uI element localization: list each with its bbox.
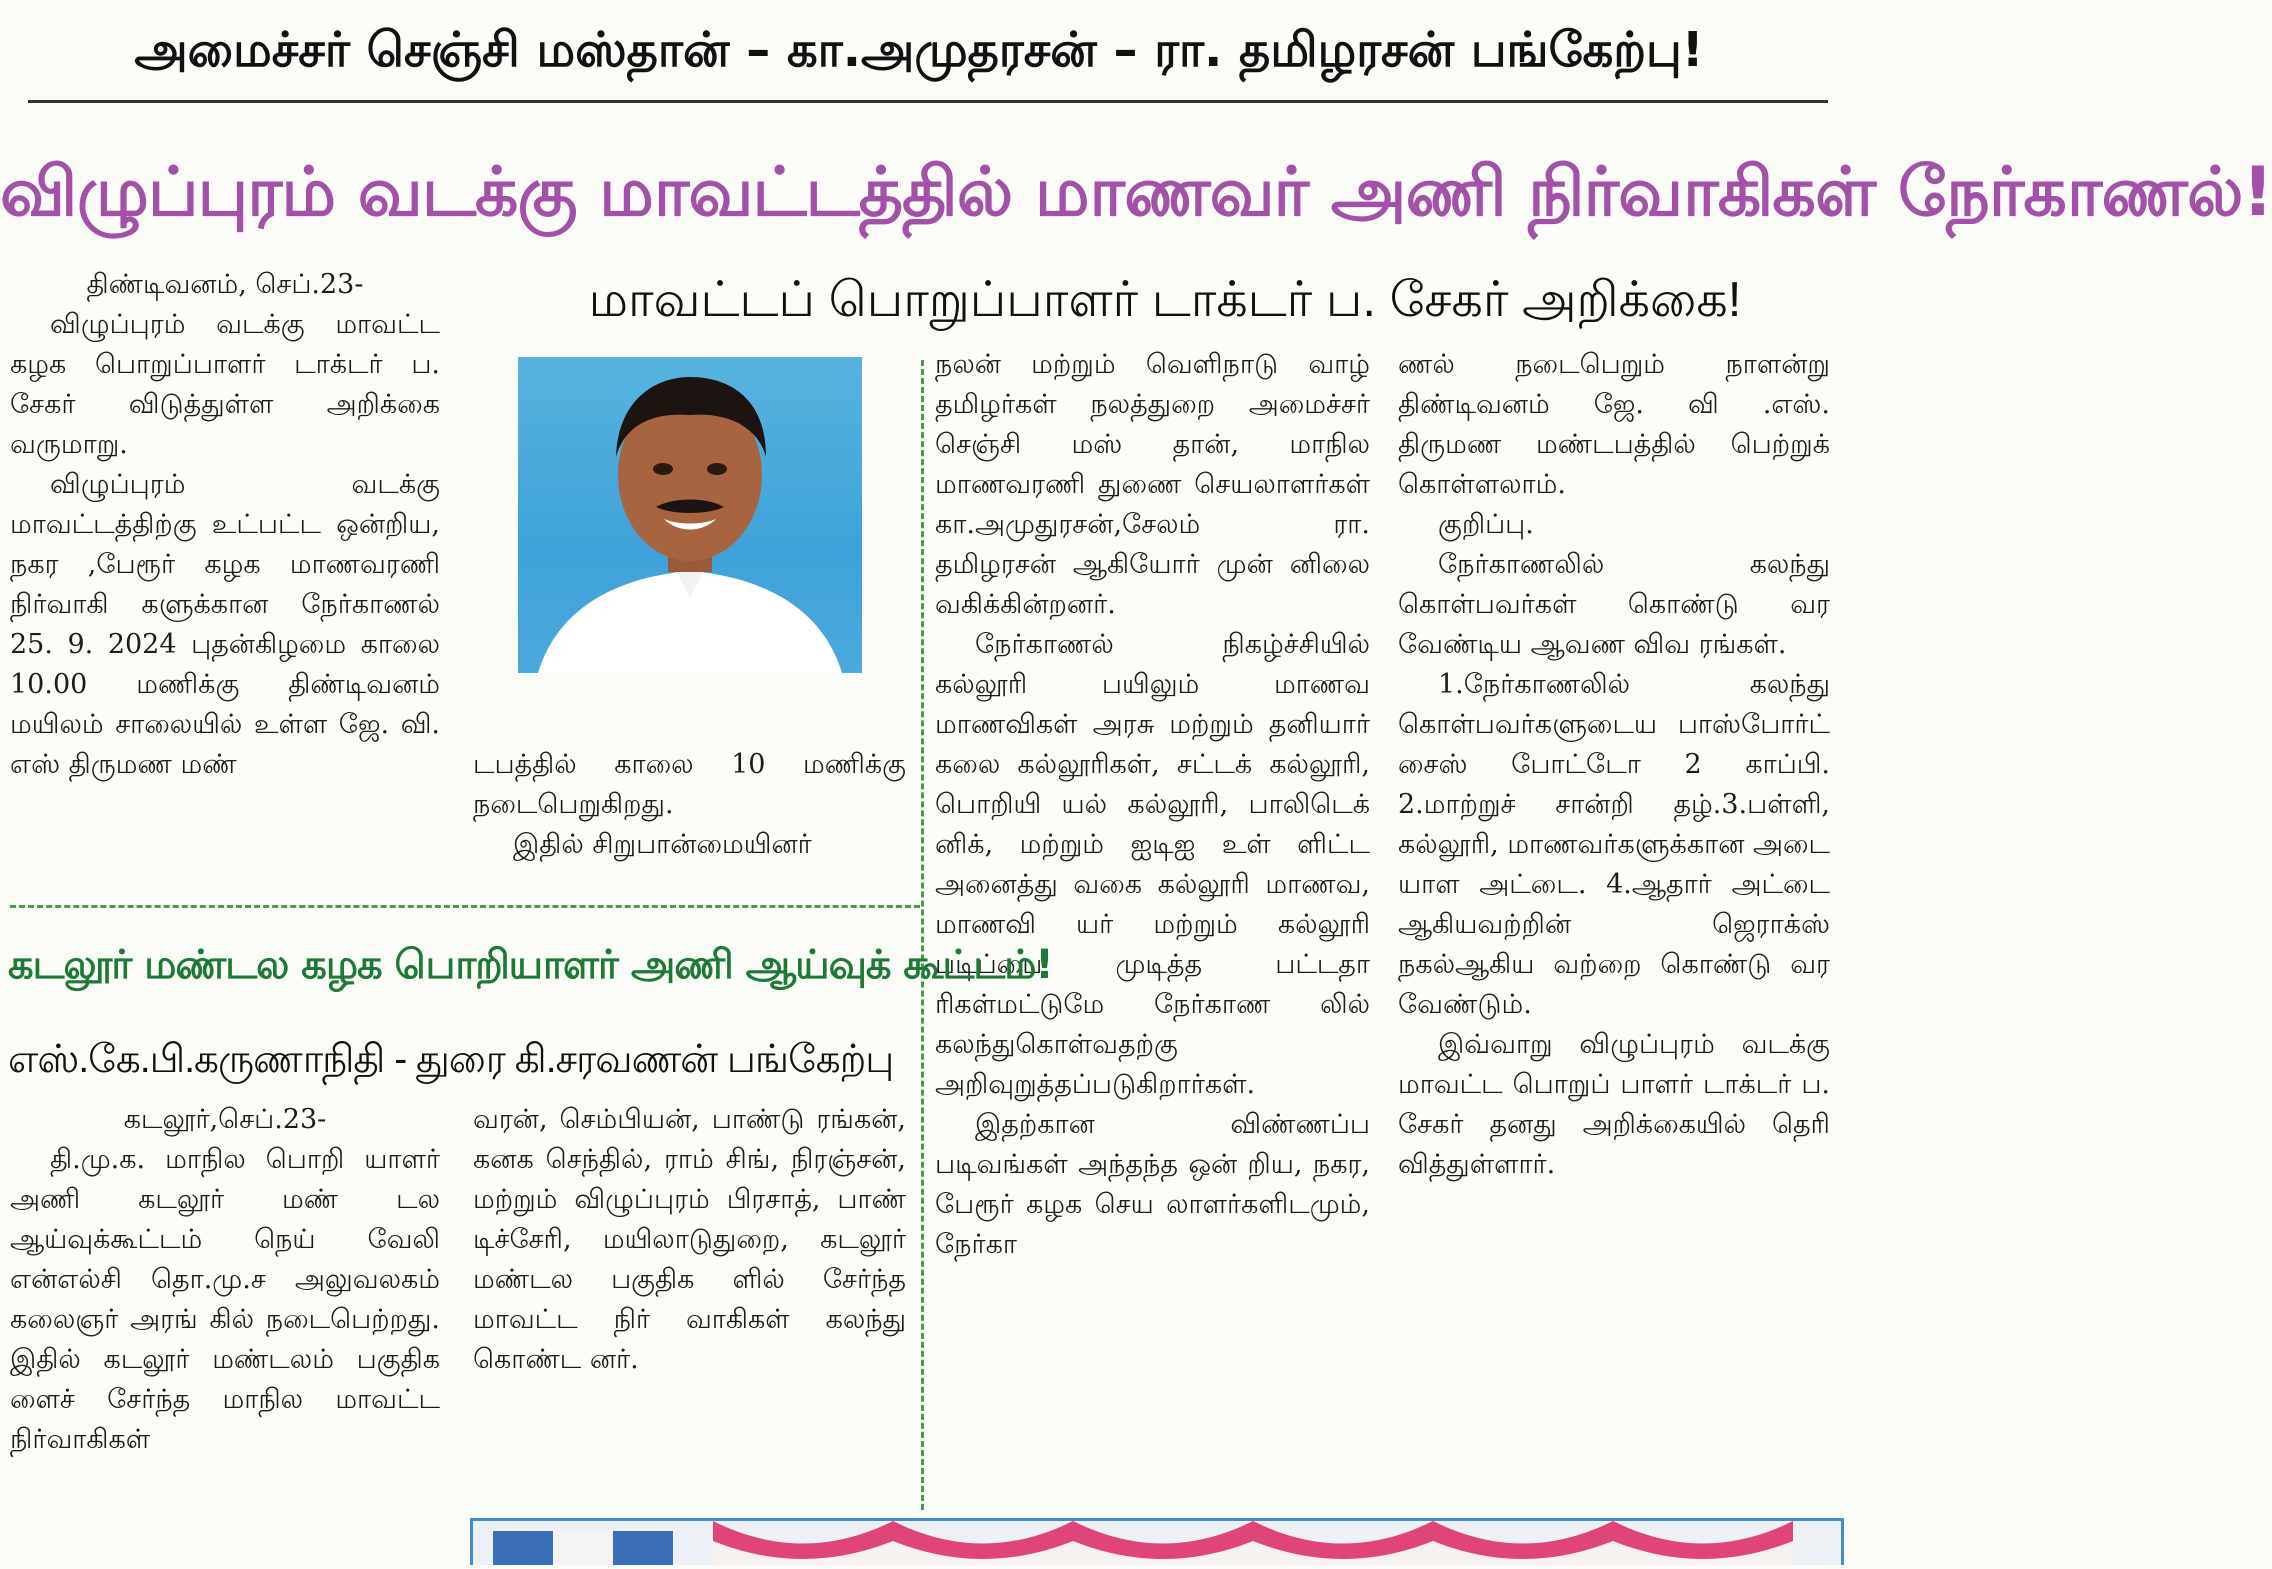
article2-column-2 (473, 1100, 906, 1510)
article1-paragraph: நேர்காணலில் கலந்து கொள்பவர்கள் கொண்டு வர வேண்டிய ஆவண விவ ரங்கள். (1398, 549, 1830, 660)
article1-column-1 (10, 265, 440, 900)
sub-headline: மாவட்டப் பொறுப்பாளர் டாக்டர் ப. சேகர் அறிக்கை! (588, 273, 1742, 327)
article1-paragraph: இதில் சிறுபான்மையினர் (513, 829, 812, 860)
article2-headline: கடலூர் மண்டல கழக பொறியாளர் அணி ஆய்வுக் கூட்டம்! (8, 942, 1053, 988)
article1-paragraph: 1.நேர்காணலில் கலந்து கொள்பவர்களுடைய பாஸ்போர்ட் சைஸ் போட்டோ 2 காப்பி. 2.மாற்றுச் சான்றி தழ்.3.பள்ளி, கல்லூரி, மாணவர்களுக்கான அடை யாள அட்டை. 4.ஆதார் அட்டை ஆகியவற்றின் ஜெராக்ஸ் நகல்ஆகிய வற்றை கொண்டு வர வேண்டும். (1398, 669, 1831, 1020)
column-separator (921, 360, 924, 1510)
event-photo-image (473, 1521, 1841, 1565)
article1-paragraph: ணல் நடைபெறும் நாளன்று திண்டிவனம் ஜே. வி .எஸ். திருமண மண்டபத்தில் பெற்றுக் கொள்ளலாம். (1398, 349, 1830, 500)
article1-paragraph: நேர்காணல் நிகழ்ச்சியில் கல்லூரி பயிலும் மாணவ மாணவிகள் அரசு மற்றும் தனியார் கலை கல்லூரிகள், சட்டக் கல்லூரி, பொறியி யல் கல்லூரி, பாலிடெக் னிக், மற்றும் ஐடிஐ உள் ளிட்ட அனைத்து வகை கல்லூரி மாணவ, மாணவி யர் மற்றும் கல்லூரி படிப்பை முடித்த பட்டதா ரிகள்மட்டுமே நேர்காண லில் கலந்துகொள்வதற்கு அறிவுறுத்தப்படுகிறார்கள். (935, 629, 1370, 1100)
portrait-photo (518, 357, 862, 673)
article2-paragraph: தி.மு.க. மாநில பொறி யாளர் அணி கடலூர் மண் டல ஆய்வுக்கூட்டம் நெய் வேலி என்எல்சி தொ.மு.ச அலுவலகம் கலைஞர் அரங் கில் நடைபெற்றது. இதில் கடலூர் மண்டலம் பகுதிக ளைச் சேர்ந்த மாநில மாவட்ட நிர்வாகிகள் (10, 1144, 440, 1455)
article-separator (10, 905, 920, 908)
article2-subheadline: எஸ்.கே.பி.கருணாநிதி - துரை கி.சரவணன் பங்கேற்பு (8, 1038, 894, 1081)
article2-paragraph: வரன், செம்பியன், பாண்டு ரங்கன், கனக செந்தில், ராம் சிங், நிரஞ்சன், மற்றும் விழுப்புரம் பிரசாத், பாண் டிச்சேரி, மயிலாடுதுறை, கடலூர் மண்டல பகுதிக ளில் சேர்ந்த மாவட்ட நிர் வாகிகள் கலந்து கொண்ட னர். (473, 1104, 906, 1375)
article1-paragraph: இதற்கான விண்ணப்ப படிவங்கள் அந்தந்த ஒன் றிய, நகர, பேரூர் கழக செய லாளர்களிடமும், நேர்கா (935, 1109, 1370, 1260)
article1-paragraph: இவ்வாறு விழுப்புரம் வடக்கு மாவட்ட பொறுப் பாளர் டாக்டர் ப. சேகர் தனது அறிக்கையில் தெரி வித்துள்ளார். (1398, 1029, 1830, 1180)
article1-dateline: திண்டிவனம், செப்.23- (86, 269, 364, 300)
article2-column-1 (10, 1100, 440, 1562)
article1-paragraph: விழுப்புரம் வடக்கு மாவட்டத்திற்கு உட்பட்ட ஒன்றிய, நகர ,பேரூர் கழக மாணவரணி நிர்வாகி களுக்கான நேர்காணல் 25. 9. 2024 புதன்கிழமை காலை 10.00 மணிக்கு திண்டிவனம் மயிலம் சாலையில் உள்ள ஜே. வி. எஸ் திருமண மண் (10, 469, 440, 780)
event-photo (470, 1518, 1844, 1565)
article1-column-4 (1398, 345, 1830, 1515)
article1-paragraph: நலன் மற்றும் வெளிநாடு வாழ் தமிழர்கள் நலத்துறை அமைச்சர் செஞ்சி மஸ் தான், மாநில மாணவரணி துணை செயலாளர்கள் கா.அமுதுரசன்,சேலம் ரா. தமிழரசன் ஆகியோர் முன் னிலை வகிக்கின்றனர். (935, 349, 1370, 620)
headline-rule (28, 100, 1828, 103)
article1-paragraph: டபத்தில் காலை 10 மணிக்கு நடைபெறுகிறது. (473, 749, 906, 820)
article1-column-3 (935, 345, 1370, 1515)
portrait-image (518, 357, 862, 673)
main-headline: விழுப்புரம் வடக்கு மாவட்டத்தில் மாணவர் அணி நிர்வாகிகள் நேர்காணல்! (0, 153, 2272, 232)
top-headline: அமைச்சர் செஞ்சி மஸ்தான் – கா.அமுதரசன் – ரா. தமிழரசன் பங்கேற்பு! (134, 22, 1704, 78)
article1-note-heading: குறிப்பு. (1438, 509, 1534, 540)
article2-dateline: கடலூர்,செப்.23- (123, 1104, 327, 1135)
article1-paragraph: விழுப்புரம் வடக்கு மாவட்ட கழக பொறுப்பாளர் டாக்டர் ப. சேகர் விடுத்துள்ள அறிக்கை வருமாறு. (10, 309, 440, 460)
article1-column-2 (473, 745, 906, 875)
